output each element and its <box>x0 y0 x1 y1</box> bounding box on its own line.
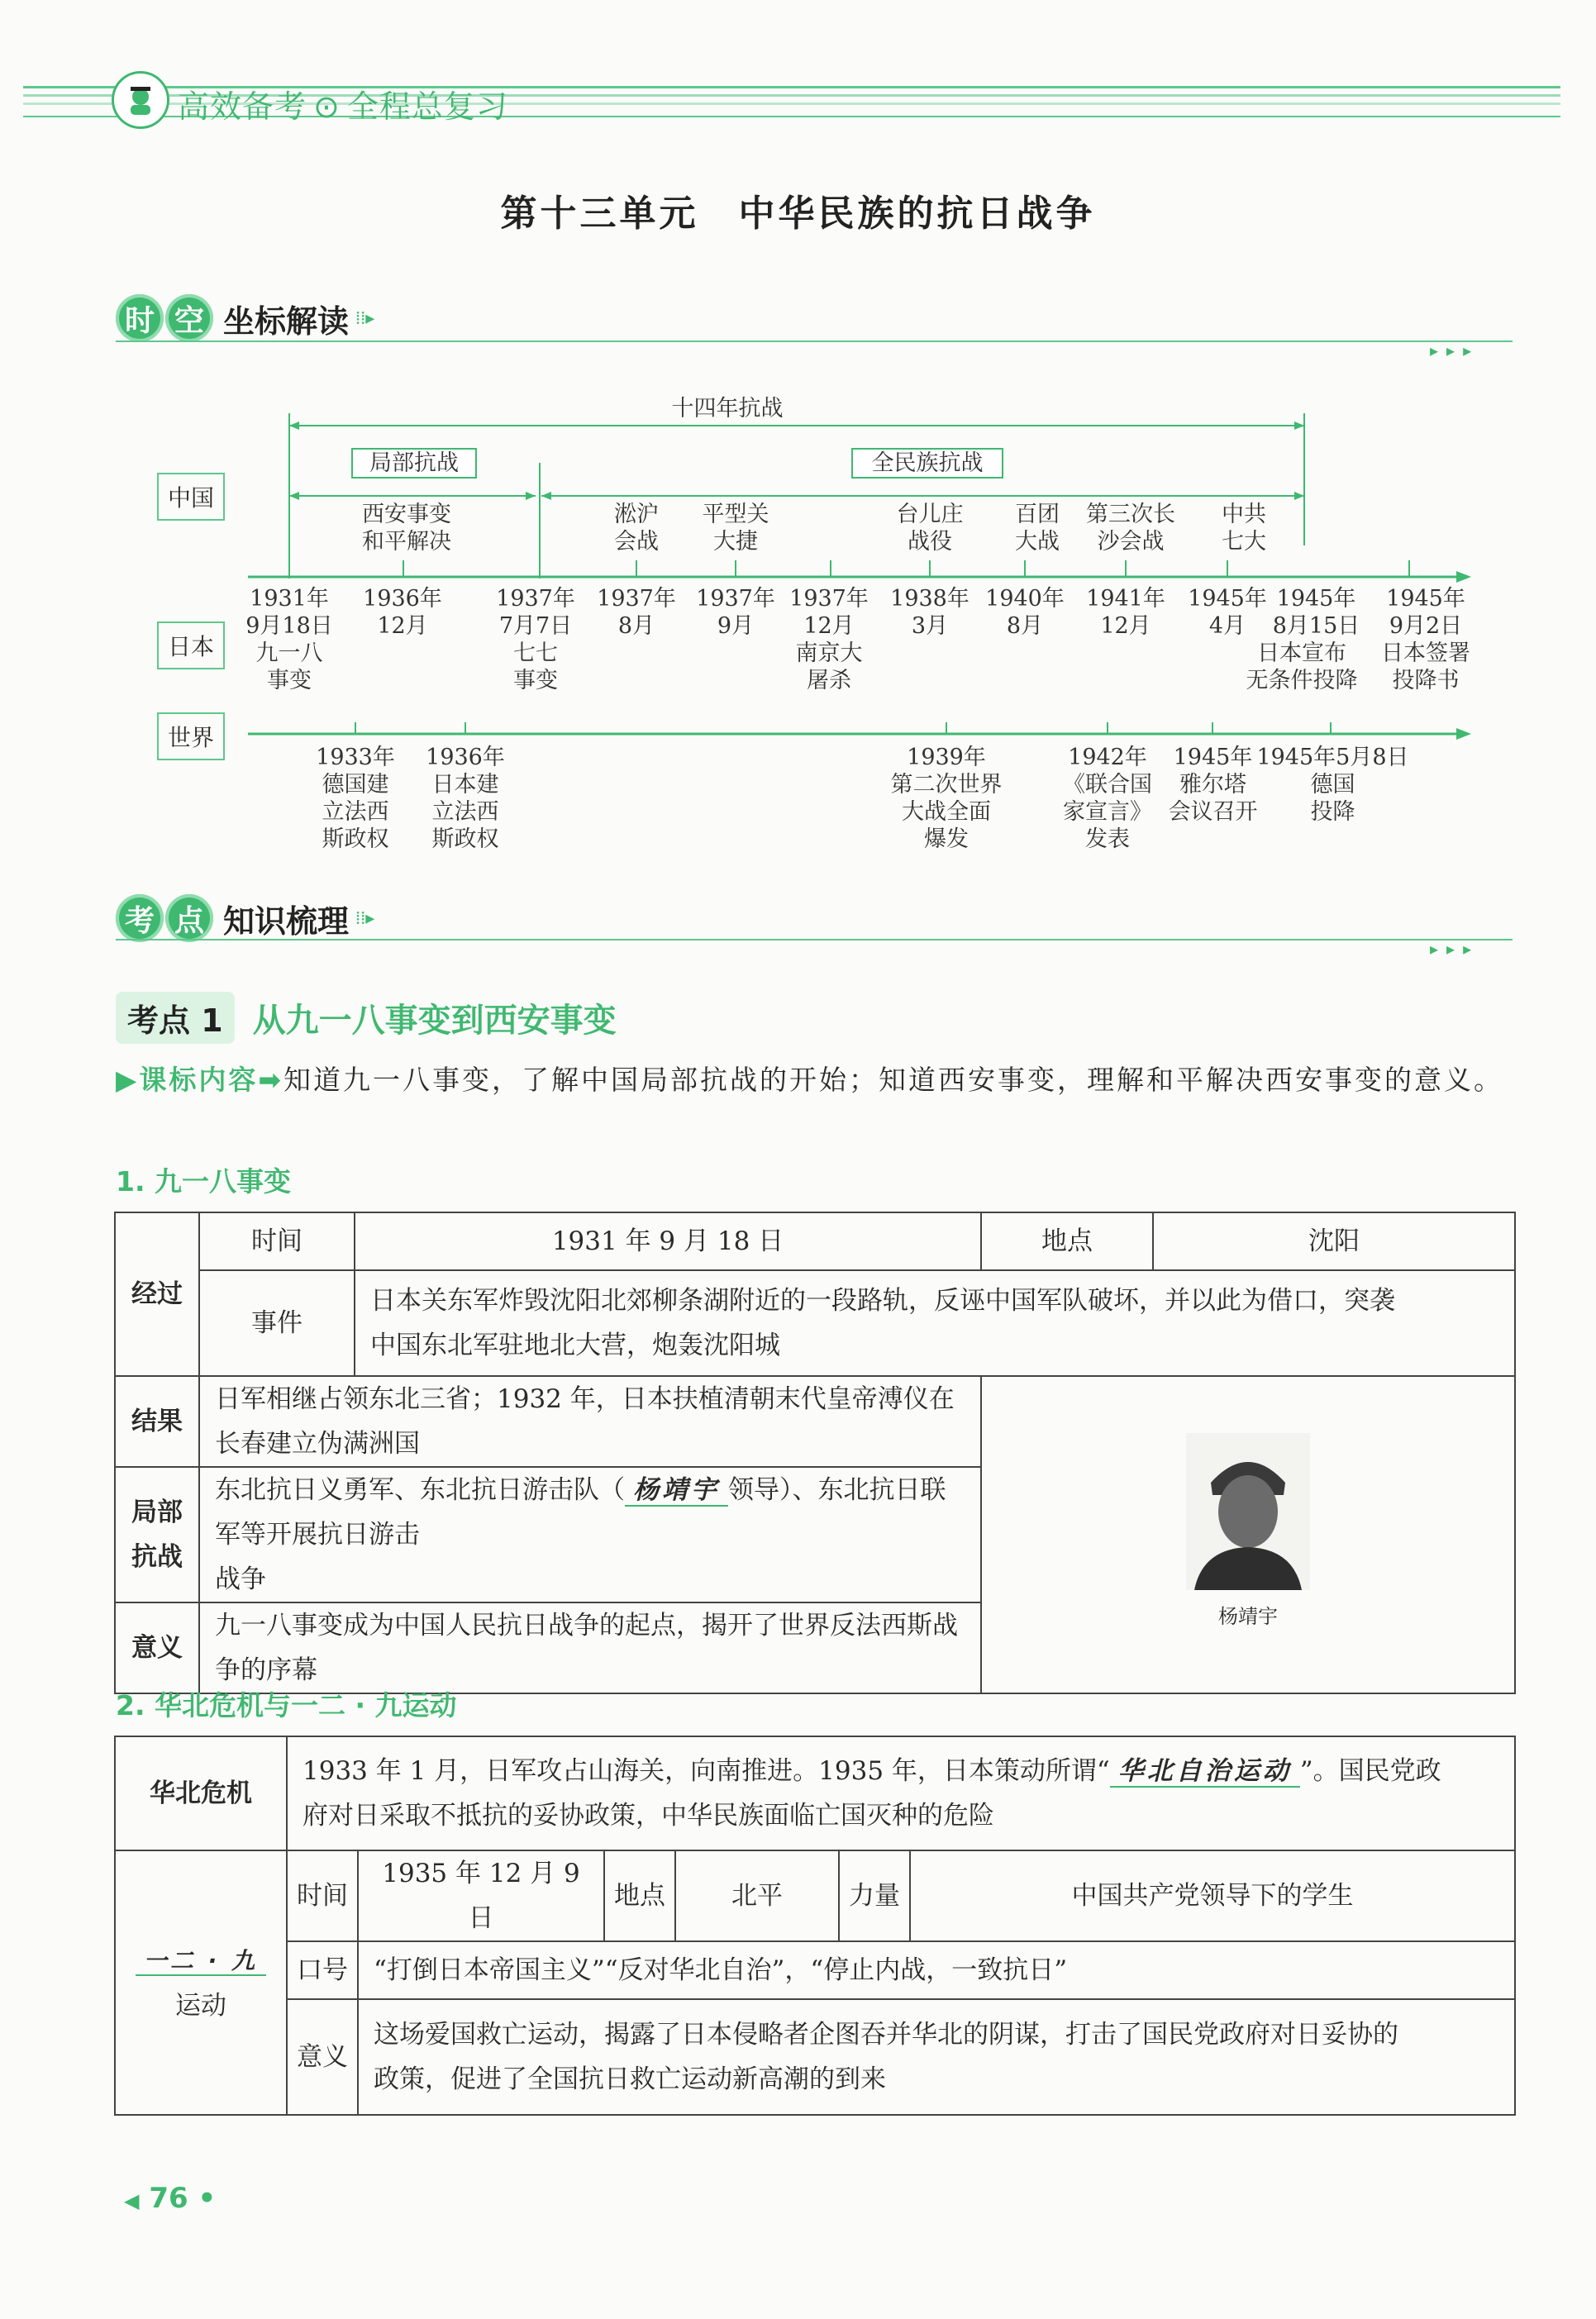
timeline <box>0 380 1596 893</box>
world-event: 1933年 德国建 立法西 斯政权 <box>316 745 395 852</box>
value-place2: 北平 <box>675 1850 839 1941</box>
china-event: 淞沪 会战 <box>614 502 659 555</box>
value-result: 日军相继占领东北三省；1932 年，日本扶植清朝末代皇帝溥仪在长春建立伪满洲国 <box>199 1376 981 1467</box>
timeline-date: 1940年 8月 <box>985 586 1065 639</box>
world-event: 1942年 《联合国 家宣言》 发表 <box>1063 745 1152 852</box>
handwritten-answer: 华北自治运动 <box>1110 1756 1300 1788</box>
timeline-date: 1936年 12月 <box>363 586 442 639</box>
value-slogan: “打倒日本帝国主义”“反对华北自治”，“停止内战，一致抗日” <box>358 1941 1515 1999</box>
sub-title-huabei: 2. 华北危机与一二 · 九运动 <box>116 1689 457 1721</box>
label-result: 结果 <box>115 1376 199 1467</box>
kaodian-title: 从九一八事变到西安事变 <box>252 1002 617 1040</box>
section-badge-kaodian: 考 点 知识梳理 ⁞⁞▸ <box>116 894 374 942</box>
label-yierjiu: 一二 · 九 运动 <box>115 1850 287 2115</box>
section-title-zuobiao: 坐标解读 <box>223 302 350 340</box>
china-event: 西安事变 和平解决 <box>362 502 451 555</box>
value-place: 沈阳 <box>1153 1212 1515 1270</box>
timeline-date: 1945年 9月2日 日本签署 投降书 <box>1381 586 1470 693</box>
timeline-date: 1937年 8月 <box>597 586 676 639</box>
value-huabei: 1933 年 1 月，日军攻占山海关，向南推进。1935 年，日本策动所谓“ 华北自治运动 ”。国民党政 府对日采取不抵抗的妥协政策，中华民族面临亡国灭种的危险 <box>287 1736 1515 1850</box>
value-meaning: 九一八事变成为中国人民抗日战争的起点，揭开了世界反法西斯战争的序幕 <box>199 1602 981 1693</box>
china-event: 百团 大战 <box>1015 502 1060 555</box>
value-meaning2: 这场爱国救亡运动，揭露了日本侵略者企图吞并华北的阴谋，打击了国民党政府对日妥协的 政策，促进了全国抗日救亡运动新高潮的到来 <box>358 1999 1515 2115</box>
label-event: 事件 <box>199 1270 355 1376</box>
label-force: 力量 <box>839 1850 910 1941</box>
requirement-cont: 的意义。 <box>1384 1064 1504 1096</box>
world-event: 1939年 第二次世界 大战全面 爆发 <box>890 745 1003 852</box>
value-time: 1931 年 9 月 18 日 <box>355 1212 981 1270</box>
label-time: 时间 <box>199 1212 355 1270</box>
label-time2: 时间 <box>287 1850 358 1941</box>
page-number: ◀ 76 • <box>124 2182 217 2215</box>
timeline-date: 1931年 9月18日 九一八 事变 <box>245 586 333 693</box>
japan-surrender: 日本宣布 无条件投降 <box>1246 640 1358 693</box>
world-event: 1945年5月8日 德国 投降 <box>1256 745 1409 825</box>
timeline-date: 1941年 12月 <box>1086 586 1165 639</box>
section-title-zhishi: 知识梳理 <box>223 902 350 940</box>
label-slogan: 口号 <box>287 1941 358 1999</box>
requirement-label: ▶课标内容➡ <box>116 1064 284 1096</box>
label-meaning: 意义 <box>115 1602 199 1693</box>
sub-title-918: 1. 九一八事变 <box>116 1165 291 1198</box>
kaodian-label: 考点 1 <box>116 992 235 1044</box>
photo-caption: 杨靖宇 <box>1218 1604 1278 1628</box>
label-place: 地点 <box>981 1212 1153 1270</box>
china-event: 第三次长 沙会战 <box>1086 502 1175 555</box>
world-event: 1936年 日本建 立法西 斯政权 <box>426 745 505 852</box>
timeline-date: 1937年 7月7日 七七 事变 <box>496 586 575 693</box>
table-huabei <box>114 1736 1516 2116</box>
china-event: 台儿庄 战役 <box>896 502 964 555</box>
span-label: 十四年抗战 <box>671 396 784 421</box>
china-event: 中共 七大 <box>1222 502 1266 555</box>
phase-full: 全民族抗战 <box>851 448 1003 479</box>
world-event: 1945年 雅尔塔 会议召开 <box>1168 745 1258 825</box>
label-place2: 地点 <box>604 1850 675 1941</box>
unit-title: 第十三单元 中华民族的抗日战争 <box>500 193 1096 235</box>
handwritten-answer: 杨靖宇 <box>625 1475 728 1507</box>
table-918 <box>114 1212 1516 1694</box>
row-label-china: 中国 <box>157 473 225 521</box>
label-huabei: 华北危机 <box>115 1736 287 1850</box>
china-event: 平型关 大捷 <box>702 502 769 555</box>
page-arrow-icon: ◀ <box>124 2189 140 2212</box>
label-local: 局部 抗战 <box>115 1467 199 1602</box>
header-brand: 高效备考 ⊙ 全程总复习 <box>178 88 508 125</box>
value-force: 中国共产党领导下的学生 <box>910 1850 1515 1941</box>
header-logo-icon <box>112 71 169 129</box>
kaodian-heading <box>116 992 617 1044</box>
timeline-date: 1937年 9月 <box>696 586 775 639</box>
arrow-decoration: ▸▸▸ <box>1430 340 1480 360</box>
timeline-date: 1945年 4月 <box>1188 586 1267 639</box>
row-label-japan: 日本 <box>157 621 225 669</box>
value-time2: 1935 年 12 月 9 日 <box>358 1850 604 1941</box>
timeline-date: 1937年 12月 南京大 屠杀 <box>789 586 869 693</box>
row-label-world: 世界 <box>157 712 225 760</box>
section-divider <box>116 340 1513 342</box>
header-series: 全程总复习 <box>346 88 508 125</box>
value-event: 日本关东军炸毁沈阳北郊柳条湖附近的一段路轨，反诬中国军队破坏，并以此为借口，突袭 中国东北军驻地北大营，炮轰沈阳城 <box>355 1270 1515 1376</box>
timeline-date: 1938年 3月 <box>890 586 970 639</box>
section-badge-shikong: 时 空 坐标解读 ⁞⁞▸ <box>116 294 374 342</box>
timeline-date: 1945年 8月15日 <box>1272 586 1360 639</box>
arrow-decoration: ▸▸▸ <box>1430 939 1480 959</box>
value-local: 东北抗日义勇军、东北抗日游击队（ 杨靖宇 领导）、东北抗日联军等开展抗日游击 战争 <box>199 1467 981 1602</box>
phase-local: 局部抗战 <box>351 448 477 479</box>
requirement: ▶课标内容➡知道九一八事变，了解中国局部抗战的开始；知道西安事变，理解和平解决西安事变的意义。 <box>116 1064 1504 1096</box>
portrait-icon <box>1186 1433 1310 1590</box>
label-jingguo: 经过 <box>115 1212 199 1376</box>
label-meaning2: 意义 <box>287 1999 358 2115</box>
section-divider <box>116 939 1513 940</box>
photo-cell <box>981 1376 1515 1693</box>
